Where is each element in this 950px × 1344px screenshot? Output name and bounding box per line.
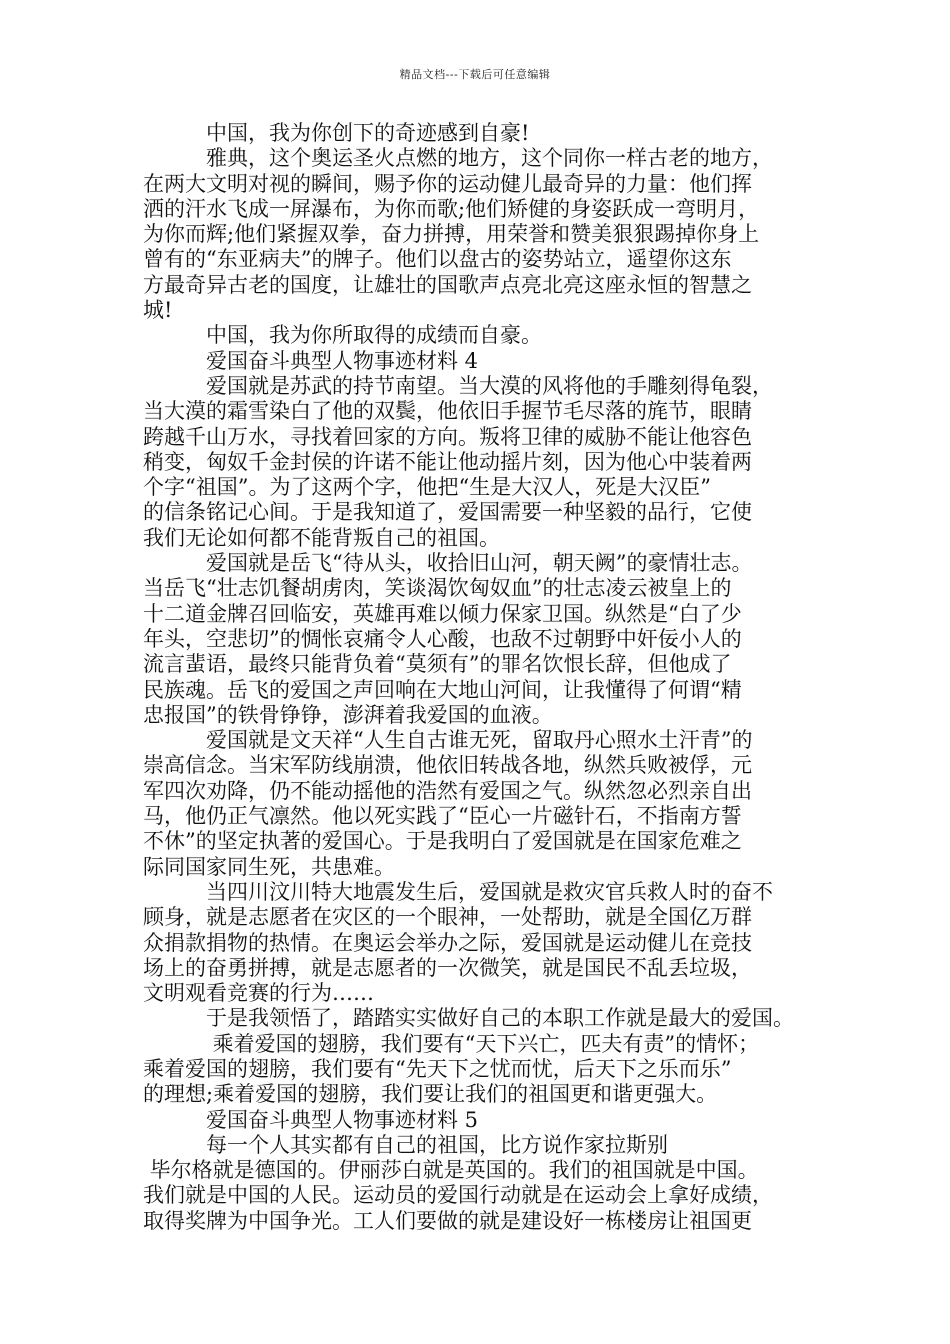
text-line: 爱国就是苏武的持节南望。当大漠的风将他的手雕刻得龟裂， (143, 373, 773, 398)
text-line: 流言蜚语，最终只能背负着“莫须有”的罪名饮恨长辞，但他成了 (143, 652, 732, 677)
text-line: 个字“祖国”。为了这两个字，他把“生是大汉人，死是大汉臣” (143, 475, 711, 500)
text-line: 的信条铭记心间。于是我知道了，爱国需要一种坚毅的品行，它使 (143, 500, 752, 525)
text-line: 众捐款捐物的热情。在奥运会举办之际，爱国就是运动健儿在竞技 (143, 930, 752, 955)
text-line: 爱国就是岳飞“待从头，收拾旧山河，朝天阙”的豪情壮志。 (143, 551, 753, 576)
text-line: 崇高信念。当宋军防线崩溃，他依旧转战各地，纵然兵败被俘，元 (143, 753, 752, 778)
text-line: 不休”的坚定执著的爱国心。于是我明白了爱国就是在国家危难之 (143, 829, 742, 854)
text-line: 于是我领悟了，踏踏实实做好自己的本职工作就是最大的爱国。 (143, 1006, 794, 1031)
text-line: 民族魂。岳飞的爱国之声回响在大地山河间，让我懂得了何谓“精 (143, 677, 742, 702)
text-line: 当大漠的霜雪染白了他的双鬓，他依旧手握节毛尽落的旄节，眼睛 (143, 399, 752, 424)
text-line: 年头，空悲切”的惆怅哀痛令人心酸，也敌不过朝野中奸佞小人的 (143, 626, 742, 651)
text-line: 稍变，匈奴千金封侯的许诺不能让他动摇片刻，因为他心中装着两 (143, 449, 752, 474)
text-line: 顾身，就是志愿者在灾区的一个眼神，一处帮助，就是全国亿万群 (143, 905, 752, 930)
text-line: 的理想;乘着爱国的翅膀，我们要让我们的祖国更和谐更强大。 (143, 1082, 718, 1107)
text-line: 当四川汶川特大地震发生后，爱国就是救灾官兵救人时的奋不 (143, 879, 773, 904)
text-line: 爱国奋斗典型人物事迹材料 5 (143, 1107, 479, 1132)
text-line: 文明观看竞赛的行为…… (143, 981, 374, 1006)
text-line: 爱国奋斗典型人物事迹材料 4 (143, 348, 479, 373)
text-line: 曾有的“东亚病夫”的牌子。他们以盘古的姿势站立，遥望你这东 (143, 247, 732, 272)
text-line: 方最奇异古老的国度，让雄壮的国歌声点亮北亮这座永恒的智慧之 (143, 272, 752, 297)
text-line: 马，他仍正气凛然。他以死实践了“臣心一片磁针石，不指南方誓 (143, 804, 742, 829)
text-line: 在两大文明对视的瞬间，赐予你的运动健儿最奇异的力量：他们挥 (143, 171, 752, 196)
text-line: 雅典，这个奥运圣火点燃的地方，这个同你一样古老的地方， (143, 146, 773, 171)
text-line: 军四次劝降，仍不能动摇他的浩然有爱国之气。纵然忽必烈亲自出 (143, 778, 752, 803)
text-line: 际同国家同生死，共患难。 (143, 854, 395, 879)
text-line: 为你而辉;他们紧握双拳，奋力拼搏，用荣誉和赞美狠狠踢掉你身上 (143, 222, 760, 247)
text-line: 取得奖牌为中国争光。工人们要做的就是建设好一栋楼房让祖国更 (143, 1208, 752, 1233)
text-line: 我们无论如何都不能背叛自己的祖国。 (143, 525, 500, 550)
text-line: 中国，我为你所取得的成绩而自豪。 (143, 323, 542, 348)
text-line: 中国，我为你创下的奇迹感到自豪! (143, 121, 530, 145)
text-line: 十二道金牌召回临安，英雄再难以倾力保家卫国。纵然是“白了少 (143, 601, 742, 626)
text-line: 乘着爱国的翅膀，我们要有“先天下之忧而忧，后天下之乐而乐” (143, 1056, 732, 1081)
text-line: 城! (143, 298, 173, 323)
text-line: 我们就是中国的人民。运动员的爱国行动就是在运动会上拿好成绩， (143, 1183, 773, 1208)
text-line: 毕尔格就是德国的。伊丽莎白就是英国的。我们的祖国就是中国。 (143, 1158, 759, 1183)
text-line: 场上的奋勇拼搏，就是志愿者的一次微笑，就是国民不乱丢垃圾， (143, 955, 752, 980)
text-line: 跨越千山万水，寻找着回家的方向。叛将卫律的威胁不能让他容色 (143, 424, 752, 449)
page-header: 精品文档---下载后可任意编辑 (399, 68, 551, 81)
text-line: 每一个人其实都有自己的祖国，比方说作家拉斯别 (143, 1132, 668, 1157)
text-line: 乘着爱国的翅膀，我们要有“天下兴亡，匹夫有责”的情怀； (143, 1031, 760, 1056)
text-line: 洒的汗水飞成一屏瀑布，为你而歌;他们矫健的身姿跃成一弯明月， (143, 196, 760, 221)
text-line: 当岳飞“壮志饥餐胡虏肉，笑谈渴饮匈奴血”的壮志凌云被皇上的 (143, 576, 732, 601)
document-body (143, 121, 823, 1234)
text-line: 爱国就是文天祥“人生自古谁无死，留取丹心照水土汗青”的 (143, 728, 753, 753)
text-line: 忠报国”的铁骨铮铮，澎湃着我爱国的血液。 (143, 702, 553, 727)
